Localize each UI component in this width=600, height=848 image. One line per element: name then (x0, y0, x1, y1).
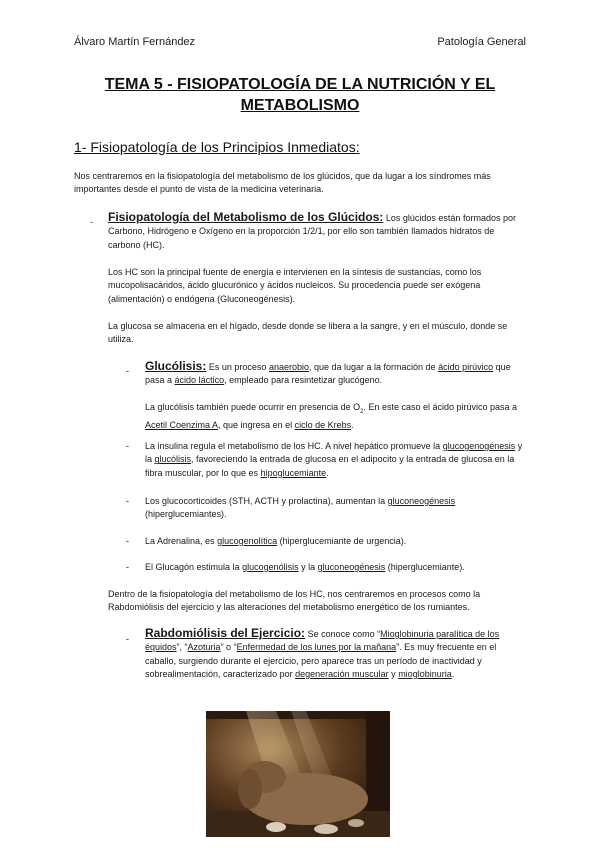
text: ”, “ (176, 642, 188, 653)
glucidos-p2: Los HC son la principal fuente de energía e intervienen en la síntesis de sustancias, como los mucopolisacáridos, ácido glucurónico y ácidos nucleicos. Su procedencia puede ser exógena (alimentación) o endógena (Gluconeogénesis). (108, 267, 482, 304)
header-author: Álvaro Martín Fernández (74, 36, 196, 48)
text: y (391, 668, 396, 679)
bullet-dash: - (126, 536, 129, 546)
horse-illustration (206, 711, 390, 837)
term: glucogenolítica (217, 536, 278, 546)
text: . (351, 420, 354, 431)
text: que pasa a (145, 362, 511, 386)
rabdo-paragraph (145, 627, 526, 681)
text: y la (145, 441, 523, 465)
term: anaerobio (268, 362, 309, 372)
term: Enfermedad de los lunes por la mañana (236, 642, 397, 653)
insulina-paragraph (145, 440, 526, 480)
text: y la (301, 562, 316, 572)
text: (hiperglucemiante de urgencia). (279, 536, 407, 546)
text: La glucólisis también puede ocurrir en presencia de O (145, 402, 361, 412)
text: El Glucagón estimula la (145, 562, 240, 572)
term: ácido láctico (174, 375, 225, 386)
page-title: TEMA 5 - FISIOPATOLOGÍA DE LA NUTRICIÓN Y EL METABOLISMO (104, 76, 496, 114)
horse-photo (206, 711, 390, 837)
bullet-dash: - (126, 562, 129, 572)
text: La insulina regula el metabolismo de los HC. A nivel hepático promueve la (145, 441, 441, 451)
intro-paragraph: Nos centraremos en la fisiopatología del metabolismo de los glúcidos, que da lugar a los síndromes más importantes desde el punto de vista de la medicina veterinaria. (74, 171, 491, 195)
text: , que ingresa en el (218, 420, 293, 431)
text: , empleado para resintetizar glucógeno. (224, 375, 383, 386)
bullet-dash: - (126, 634, 129, 644)
term: glucogenogénesis (442, 441, 516, 451)
text: (hiperglucemiante). (387, 562, 465, 572)
text: . (326, 467, 329, 478)
glucidos-text: Los glúcidos están formados por Carbono, Hidrógeno e Oxígeno en la proporción 1/2/1, por ello son también llamados hidratos de carbono (HC). (108, 213, 516, 250)
term: hipoglucemiante (260, 467, 327, 478)
text: La Adrenalina, es (145, 536, 215, 546)
dentro-paragraph: Dentro de la fisiopatología del metabolismo de los HC, nos centraremos en procesos como la Rabdomiólisis del ejercicio y las alteraciones del metabolismo energético de los rumiantes. (108, 589, 481, 613)
term: glucólisis (154, 454, 192, 465)
term: ácido pirúvico (438, 362, 494, 372)
term: degeneración muscular (295, 668, 389, 679)
text: , favoreciendo la entrada de glucosa en el adipocito y la entrada de glucosa en la fibra muscular, por lo que es (145, 454, 515, 478)
glucolisis-heading: Glucólisis: (145, 359, 207, 373)
bullet-dash: - (90, 217, 93, 227)
text: Los glucocorticoides (STH, ACTH y prolactina), aumentan la (145, 496, 386, 506)
subscript: 2 (360, 408, 364, 415)
bullet-dash: - (126, 366, 129, 376)
header-subject: Patología General (437, 36, 526, 48)
term: gluconeogénesis (317, 562, 386, 572)
text: ” o “ (220, 642, 237, 653)
glucolisis-paragraph (145, 360, 526, 388)
text: Es un proceso (208, 362, 267, 372)
glucidos-p3: La glucosa se almacena en el hígado, desde donde se libera a la sangre, y en el músculo, donde se utiliza. (108, 321, 508, 345)
text: . (451, 668, 455, 679)
term: Acetil Coenzima A (145, 420, 219, 431)
text: . En este caso el ácido pirúvico pasa a (363, 402, 518, 412)
term: Azoturia (187, 642, 221, 653)
term: gluconeogénesis (387, 496, 456, 506)
glucidos-paragraph (108, 211, 526, 252)
bullet-dash: - (126, 496, 129, 506)
section-heading: 1- Fisiopatología de los Principios Inmediatos: (74, 139, 360, 155)
term: mioglobinuria (398, 668, 452, 679)
glucocorticoides-paragraph (145, 495, 526, 522)
text: , que da lugar a la formación de (308, 362, 436, 372)
text: (hiperglucemiantes). (145, 509, 227, 520)
term: glucogenólisis (242, 562, 299, 572)
text: Se conoce como “ (307, 629, 381, 639)
text: ”. Es muy frecuente en el caballo, surgiendo durante el ejercicio, pero aparece tras un período de inactividad y sobrealimentación, caracterizado por (145, 642, 497, 679)
term: Mioglobinuria paralítica de los équidos (145, 629, 500, 653)
bullet-dash: - (126, 441, 129, 451)
term: ciclo de Krebs (294, 420, 352, 431)
adrenalina-paragraph (145, 535, 526, 548)
rabdo-heading: Rabdomiólisis del Ejercicio: (145, 626, 306, 640)
glucolisis-p2 (145, 401, 526, 432)
glucagon-paragraph (145, 561, 526, 574)
glucidos-heading: Fisiopatología del Metabolismo de los Glúcidos: (108, 210, 384, 224)
